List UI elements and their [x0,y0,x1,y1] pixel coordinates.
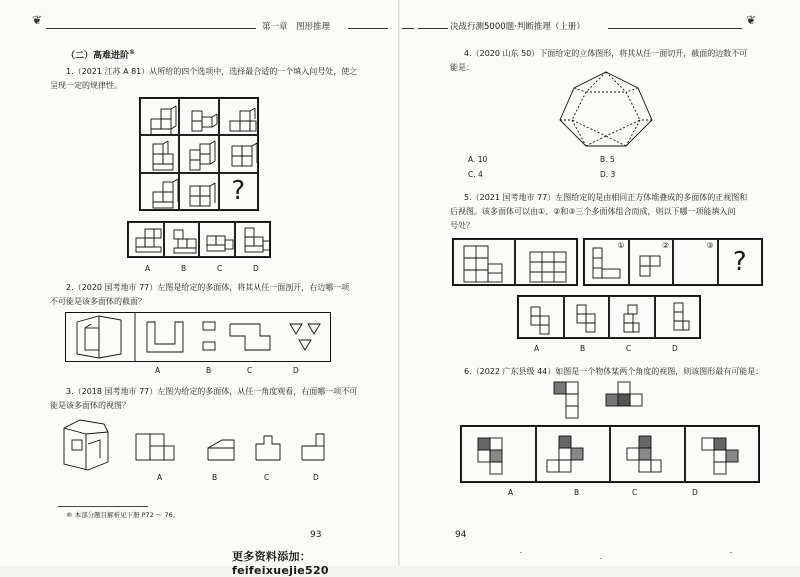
cube-stack-figure [614,299,654,339]
q2-option-label-a[interactable]: A [155,366,161,375]
q4-text-line2: 能是： [450,63,474,72]
q1-option-label-a[interactable]: A [145,264,151,273]
q6-options-strip [460,425,760,483]
q4-option-c[interactable]: C. 4 [468,170,483,179]
q5-views-box [452,238,578,286]
q6-text-line: 6.（2022 广东县级 44）如图是一个物体某两个角度的视图，则该图形最有可能是： [464,367,764,376]
right-page [400,0,800,566]
header-ornament-icon: ❦ [746,13,757,27]
q2-option-label-b[interactable]: B [206,366,212,375]
q5-option-figure-c[interactable] [609,296,655,338]
q6-option-label-b[interactable]: B [574,488,580,497]
promo-text: 更多资料添加：feifeixuejie520 [232,550,329,577]
header-rule [418,28,448,29]
q5-option-label-c[interactable]: C [626,344,632,353]
cube-stack-figure [632,242,672,286]
chapter-title: 第一章 图形推理 [262,22,331,32]
q6-option-label-d[interactable]: D [692,488,698,497]
q3-text-line2: 能是该多面体的视图？ [50,401,130,410]
q3-option-c-figure [256,436,280,460]
book-title: 决战行测5000题·判断推理（上册） [450,22,585,32]
q2-option-label-d[interactable]: D [293,366,299,375]
q3-option-label-d[interactable]: D [313,473,319,482]
q5-option-figure-a[interactable] [518,296,564,338]
q5-text-line1: 5.（2021 国考地市 77）左图给定的是由相同正方体堆叠成的多面体的正视图和 [464,193,748,202]
q1-option-figure-d[interactable] [235,222,271,257]
q1-option-figure-b[interactable] [164,222,200,257]
q4-option-b[interactable]: B. 5 [600,155,615,164]
q6-option-figure-a[interactable] [461,426,536,482]
q5-marker-2: ② [661,241,669,250]
q3-option-b-figure [208,440,234,460]
q5-options-strip [517,295,701,339]
q1-cell [140,173,179,210]
q2-option-b-figure [203,322,215,350]
q2-option-d-figure [290,324,320,350]
q2-polyhedron-figure [77,316,121,358]
q2-option-c-figure [230,324,270,350]
page-number-left: 93 [310,530,322,540]
q5-text-line3: 号处？ [450,221,474,230]
cube-stack-figure [617,430,677,480]
q1-cell [140,98,179,135]
scan-speck [600,558,602,559]
q6-views-figure [550,380,650,420]
footnote-rule [58,506,148,507]
q5-question-cell: ? [718,239,763,285]
q5-text-line2: 后视图。该多面体可以由①、②和③三个多面体组合而成，则以下哪一项能填入问 [450,207,736,216]
q2-option-label-c[interactable]: C [247,366,253,375]
scan-speck [730,552,732,553]
page-number-right: 94 [455,530,467,540]
q3-option-d-figure [302,434,324,460]
q1-option-label-c[interactable]: C [217,264,223,273]
cube-stack-figure [456,242,516,286]
cube-stack-figure [239,226,275,256]
q6-option-figure-c[interactable] [610,426,685,482]
q1-cell [179,98,218,135]
q3-option-a-figure [136,434,174,460]
q6-option-label-c[interactable]: C [632,488,638,497]
header-rule [348,28,388,29]
q1-cell [179,135,218,172]
q1-cell [179,173,218,210]
q5-part-2 [629,239,674,285]
q3-text-line1: 3.（2018 国考地市 77）左图为给定的多面体，从任一角度观看，右面哪一项不可 [66,387,358,396]
q3-option-label-a[interactable]: A [157,473,163,482]
q6-option-label-a[interactable]: A [508,488,514,497]
q2-figures [65,312,331,362]
q3-option-label-c[interactable]: C [264,473,270,482]
q3-polyhedron-figure [64,420,108,470]
q4-text-line1: 4.（2020 山东 50）下面给定的立体图形，将其从任一面切开，截面的边数不可 [464,49,748,58]
q6-option-figure-b[interactable] [536,426,611,482]
q2-option-a-figure [147,322,183,352]
q5-back-view [515,239,577,285]
q1-option-figure-a[interactable] [128,222,164,257]
q5-option-figure-b[interactable] [564,296,610,338]
q5-marker-3: ③ [706,241,714,250]
header-rule [46,28,256,29]
header-ornament-icon: ❦ [32,13,43,27]
cube-stack-figure [543,430,603,480]
q5-part-1 [584,239,629,285]
header-rule [402,28,414,29]
q5-part-3 [673,239,718,285]
q4-option-d[interactable]: D. 3 [600,170,616,179]
q4-polyhedron-figure [556,70,656,150]
q1-cell [140,135,179,172]
q3-figures [58,418,358,473]
q2-text-line2: 不可能是该多面体的截面？ [50,297,146,306]
q5-front-view [453,239,515,285]
footnote: ® 本部分题目解析见下册 P72 ～ 76。 [66,511,180,519]
cube-stack-figure [692,430,752,480]
cube-stack-figure [468,430,528,480]
q6-option-figure-d[interactable] [685,426,760,482]
scan-speck [520,552,522,553]
cube-stack-figure [587,242,627,286]
q1-cell [219,135,258,172]
q5-option-label-a[interactable]: A [534,344,540,353]
q1-option-label-d[interactable]: D [253,264,259,273]
q4-option-a[interactable]: A. 10 [468,155,488,164]
q1-text-line2: 呈现一定的规律性。 [50,81,122,90]
cube-stack-figure [660,299,700,339]
q5-marker-1: ① [617,241,625,250]
header-rule [608,28,742,29]
q5-option-figure-d[interactable] [655,296,701,338]
q1-option-figure-c[interactable] [199,222,235,257]
q1-options-strip [127,221,271,258]
q1-cell [219,98,258,135]
q1-option-label-b[interactable]: B [181,264,187,273]
q1-question-cell: ? [219,173,258,210]
q1-text-line1: 1.（2021 江苏 A 81）从所给的四个选项中，选择最合适的一个填入问号处，使之 [66,67,358,76]
q2-text-line1: 2.（2020 国考地市 77）左图是给定的多面体，将其从任一面剖开，右边哪一项 [66,283,350,292]
q5-option-label-b[interactable]: B [580,344,586,353]
q1-puzzle-grid [139,97,259,211]
cube-stack-figure [569,299,609,339]
q3-option-label-b[interactable]: B [212,473,218,482]
cube-stack-figure [518,242,578,286]
q5-option-label-d[interactable]: D [672,344,678,353]
cube-stack-figure [523,299,563,339]
q5-parts-box [583,238,763,286]
section-title: （二）高难进阶® [66,49,136,61]
